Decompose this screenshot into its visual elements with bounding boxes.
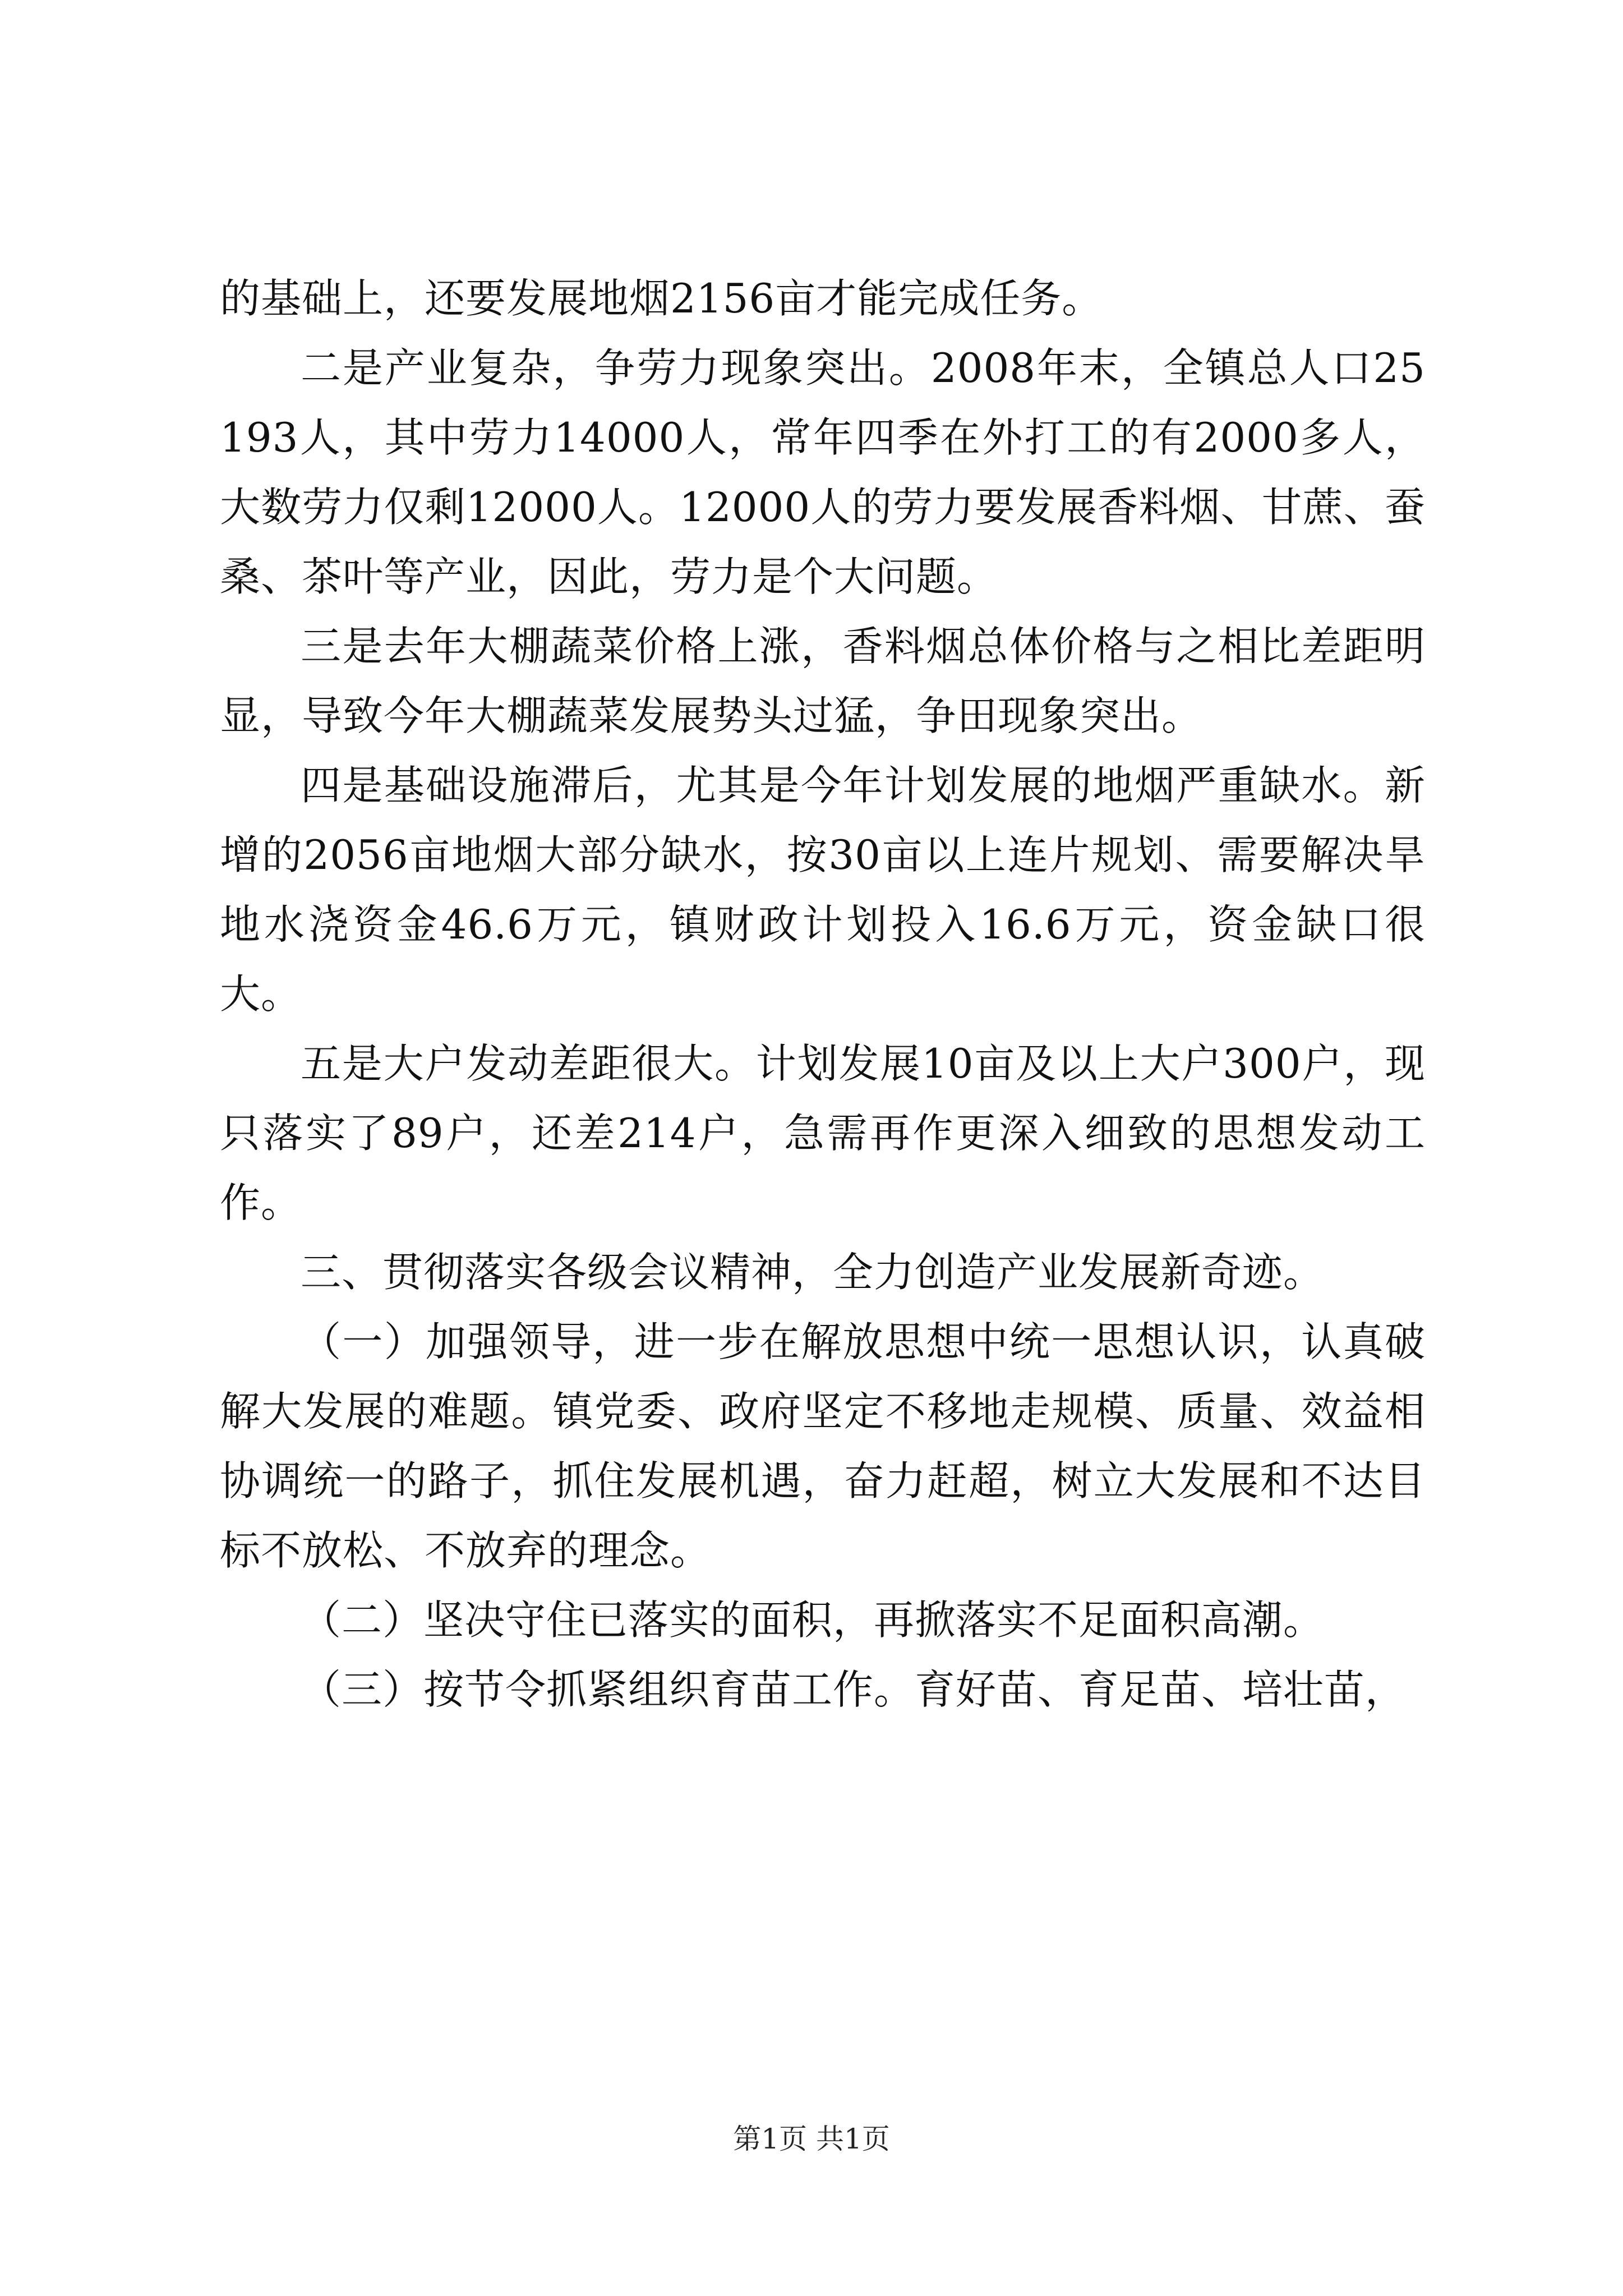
paragraph-3: 三是去年大棚蔬菜价格上涨，香料烟总体价格与之相比差距明显，导致今年大棚蔬菜发展势头过猛，争田现象突出。	[220, 623, 1426, 739]
document-body	[220, 264, 1426, 1724]
page-footer: 第1页 共1页	[733, 2123, 890, 2155]
paragraph-2: 二是产业复杂，争劳力现象突出。2008年末，全镇总人口25193人，其中劳力14000人，常年四季在外打工的有2000多人，大数劳力仅剩12000人。12000人的劳力要发展香料烟、甘蔗、蚕桑、茶叶等产业，因此，劳力是个大问题。	[220, 344, 1426, 600]
paragraph-8: （二）坚决守住已落实的面积，再掀落实不足面积高潮。	[301, 1596, 1325, 1644]
paragraph-4: 四是基础设施滞后，尤其是今年计划发展的地烟严重缺水。新增的2056亩地烟大部分缺水，按30亩以上连片规划、需要解决旱地水浇资金46.6万元，镇财政计划投入16.6万元，资金缺口很大。	[220, 762, 1426, 1018]
paragraph-5: 五是大户发动差距很大。计划发展10亩及以上大户300户，现只落实了89户，还差214户，急需再作更深入细致的思想发动工作。	[220, 1040, 1426, 1226]
paragraph-1: 的基础上，还要发展地烟2156亩才能完成任务。	[220, 275, 1103, 322]
paragraph-9: （三）按节令抓紧组织育苗工作。育好苗、育足苗、培壮苗，	[301, 1666, 1407, 1713]
section-heading: 三、贯彻落实各级会议精神，全力创造产业发展新奇迹。	[301, 1249, 1325, 1296]
paragraph-7: （一）加强领导，进一步在解放思想中统一思想认识，认真破解大发展的难题。镇党委、政府坚定不移地走规模、质量、效益相协调统一的路子，抓住发展机遇，奋力赶超，树立大发展和不达目标不放松、不放弃的理念。	[220, 1318, 1426, 1574]
